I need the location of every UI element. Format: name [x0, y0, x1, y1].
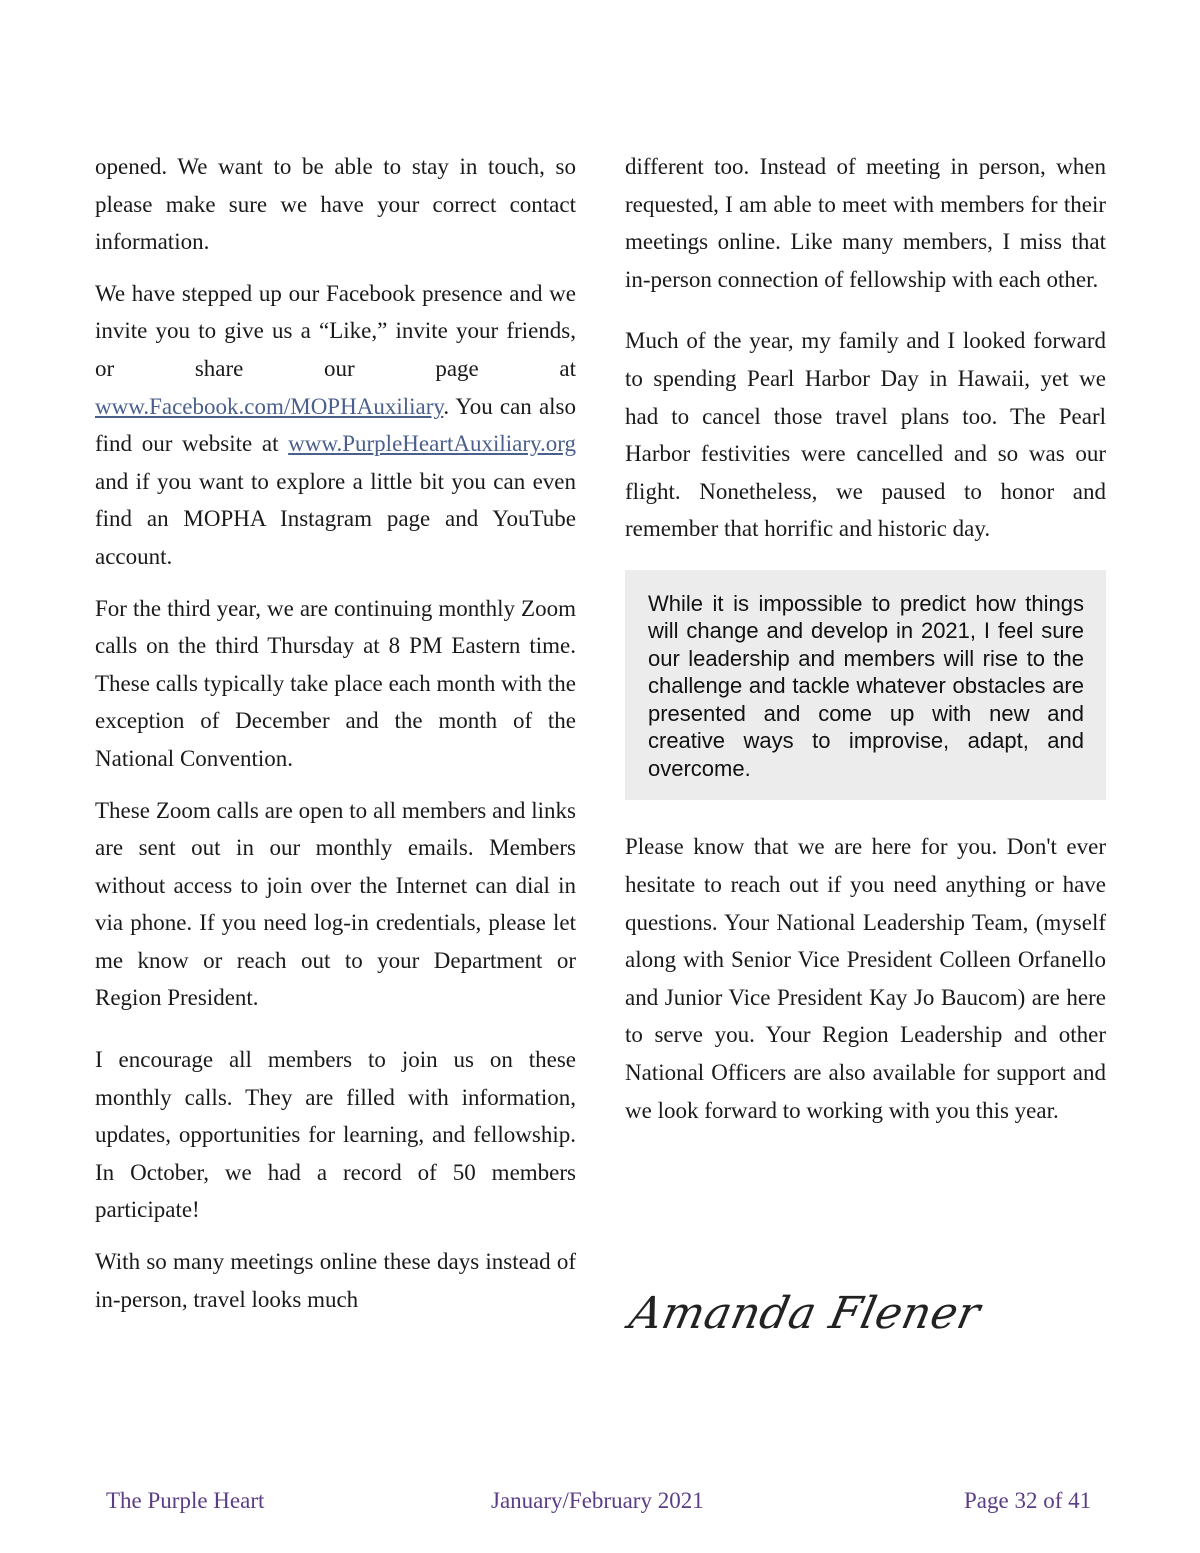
website-link[interactable]: www.PurpleHeartAuxiliary.org: [288, 431, 576, 457]
paragraph-online-meetings: different too. Instead of meeting in person, when requested, I am able to meet with members for their meetings online. Like many members, I miss that in-person connection of fellowship with each other.: [625, 154, 1106, 292]
facebook-intro-text: We have stepped up our Facebook presence and we invite you to give us a “Like,” invite your friends, or share our page at: [95, 280, 576, 381]
paragraph-pearl-harbor: Much of the year, my family and I looked forward to spending Pearl Harbor Day in Hawaii, yet we had to cancel those travel plans too. The Pearl Harbor festivities were cancelled and so was our flight. Nonetheless, we paused to honor and remember that horrific and historic day.: [625, 328, 1106, 542]
website-intro-text: . You can also find our website at: [95, 393, 576, 457]
paragraph-encourage-members: I encourage all members to join us on these monthly calls. They are filled with information, updates, opportunities for learning, and fellowship. In October, we had a record of 50 members participate!: [95, 1047, 576, 1223]
pull-quote-box: While it is impossible to predict how things will change and develop in 2021, I feel sure our leadership and members will rise to the challenge and tackle whatever obstacles are presented and come up with new and creative ways to improvise, adapt, and overcome.: [625, 570, 1106, 801]
facebook-link[interactable]: www.Facebook.com/MOPHAuxiliary: [95, 393, 444, 419]
paragraph-zoom-access: These Zoom calls are open to all members and links are sent out in our monthly emails. Members without access to join over the Internet can dial in via phone. If you need log-in credentials, please let me know or reach out to your Department or Region President.: [95, 797, 576, 1011]
paragraph-here-for-you: Please know that we are here for you. Don't ever hesitate to reach out if you need anything or have questions. Your National Leadership Team, (myself along with Senior Vice President Colleen Orfanello and Junior Vice President Kay Jo Baucom) are here to serve you. Your Region Leadership and other National Officers are also available for support and we look forward to working with you this year.: [625, 834, 1106, 1123]
footer-page-number: Page 32 of 41: [964, 1488, 1092, 1513]
right-column: [625, 148, 1106, 1143]
left-column: [95, 148, 576, 1332]
paragraph-facebook-presence: [95, 275, 576, 576]
footer-publication: The Purple Heart: [106, 1488, 265, 1513]
footer-issue-date: January/February 2021: [491, 1488, 704, 1513]
paragraph-travel: With so many meetings online these days instead of in-person, travel looks much: [95, 1249, 576, 1312]
paragraph-zoom-schedule: For the third year, we are continuing monthly Zoom calls on the third Thursday at 8 PM Eastern time. These calls typically take place each month with the exception of December and the month of the National Convention.: [95, 595, 576, 771]
instagram-youtube-text: and if you want to explore a little bit you can even find an MOPHA Instagram page and YouTube account.: [95, 468, 576, 569]
signature: Amanda Flener: [625, 1288, 985, 1339]
paragraph-stay-in-touch: opened. We want to be able to stay in touch, so please make sure we have your correct contact information.: [95, 154, 576, 255]
